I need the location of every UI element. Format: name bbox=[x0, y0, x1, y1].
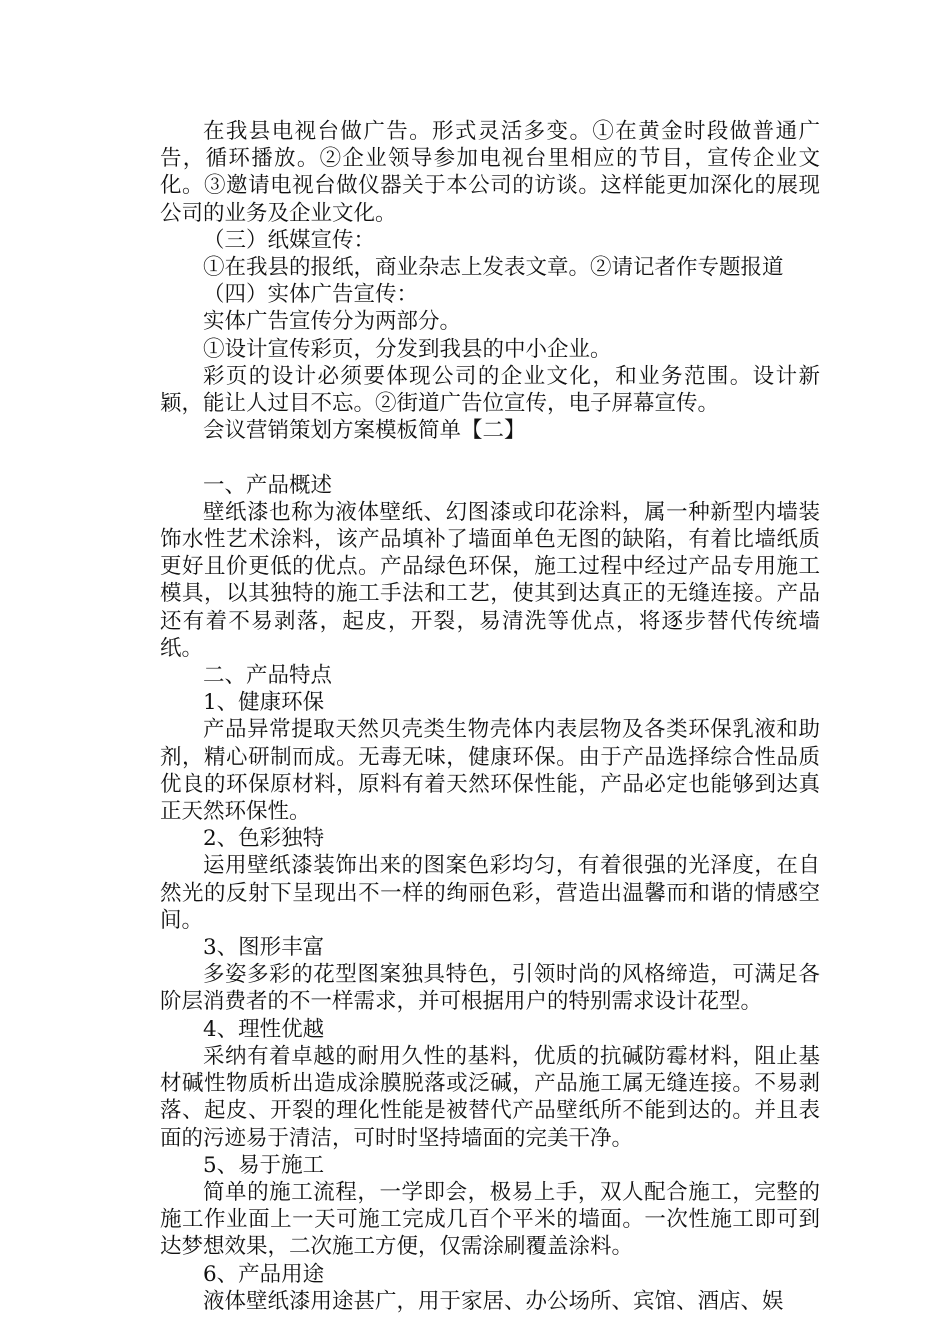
heading-product-overview: 一、产品概述 bbox=[203, 472, 333, 498]
heading-feature-1: 1、健康环保 bbox=[203, 690, 325, 716]
heading-feature-4: 4、理性优越 bbox=[203, 1016, 325, 1042]
heading-feature-2: 2、色彩独特 bbox=[203, 826, 325, 852]
blank-line bbox=[160, 444, 820, 471]
heading-feature-6: 6、产品用途 bbox=[203, 1261, 325, 1287]
paragraph-print-media: ①在我县的报纸，商业杂志上发表文章。②请记者作专题报道 bbox=[203, 255, 784, 281]
paragraph-feature-5: 简单的施工流程，一学即会，极易上手，双人配合施工，完整的施工作业面上一天可施工完成几百个平米的墙面。一次性施工即可到达梦想效果，二次施工方便，仅需涂刷覆盖涂料。 bbox=[160, 1179, 820, 1260]
paragraph-product-overview: 壁纸漆也称为液体壁纸、幻图漆或印花涂料，属一种新型内墙装饰水性艺术涂料，该产品填补了墙面单色无图的缺陷，有着比墙纸质更好且价更低的优点。产品绿色环保，施工过程中经过产品专用施工模具，以其独特的施工手法和工艺，使其到达真正的无缝连接。产品还有着不易剥落，起皮，开裂，易清洗等优点，将逐步替代传统墙纸。 bbox=[160, 499, 820, 661]
paragraph-brochure-design: 彩页的设计必须要体现公司的企业文化，和业务范围。设计新颖，能让人过目不忘。②街道广告位宣传，电子屏幕宣传。 bbox=[160, 363, 820, 417]
heading-feature-5: 5、易于施工 bbox=[203, 1152, 325, 1178]
paragraph-feature-3: 多姿多彩的花型图案独具特色，引领时尚的风格缔造，可满足各阶层消费者的不一样需求，并可根据用户的特别需求设计花型。 bbox=[160, 962, 820, 1015]
paragraph-feature-6: 液体壁纸漆用途甚广，用于家居、办公场所、宾馆、酒店、娱 bbox=[203, 1288, 784, 1314]
section-title-two: 会议营销策划方案模板简单【二】 bbox=[203, 418, 526, 444]
heading-print-media: （三）纸媒宣传： bbox=[203, 227, 376, 253]
paragraph-feature-2: 运用壁纸漆装饰出来的图案色彩均匀，有着很强的光泽度，在自然光的反射下呈现出不一样的绚丽色彩，营造出温馨而和谐的情感空间。 bbox=[160, 853, 820, 933]
heading-physical-ads: （四）实体广告宣传： bbox=[203, 282, 419, 308]
paragraph-brochure: ①设计宣传彩页，分发到我县的中小企业。 bbox=[203, 336, 612, 362]
paragraph-feature-1: 产品异常提取天然贝壳类生物壳体内表层物及各类环保乳液和助剂，精心研制而成。无毒无味，健康环保。由于产品选择综合性品质优良的环保原材料，原料有着天然环保性能，产品必定也能够到达真正天然环保性。 bbox=[160, 717, 820, 825]
heading-feature-3: 3、图形丰富 bbox=[203, 935, 325, 961]
heading-product-features: 二、产品特点 bbox=[203, 663, 333, 689]
document-body bbox=[160, 118, 820, 1315]
paragraph-tv-advertising: 在我县电视台做广告。形式灵活多变。①在黄金时段做普通广告，循环播放。②企业领导参加电视台里相应的节目，宣传企业文化。③邀请电视台做仪器关于本公司的访谈。这样能更加深化的展现公司的业务及企业文化。 bbox=[160, 119, 820, 226]
paragraph-physical-ads-intro: 实体广告宣传分为两部分。 bbox=[203, 309, 462, 335]
paragraph-feature-4: 采纳有着卓越的耐用久性的基料，优质的抗碱防霉材料，阻止基材碱性物质析出造成涂膜脱落或泛碱，产品施工属无缝连接。不易剥落、起皮、开裂的理化性能是被替代产品壁纸所不能到达的。并且表面的污迹易于清洁，可时时坚持墙面的完美干净。 bbox=[160, 1043, 820, 1151]
